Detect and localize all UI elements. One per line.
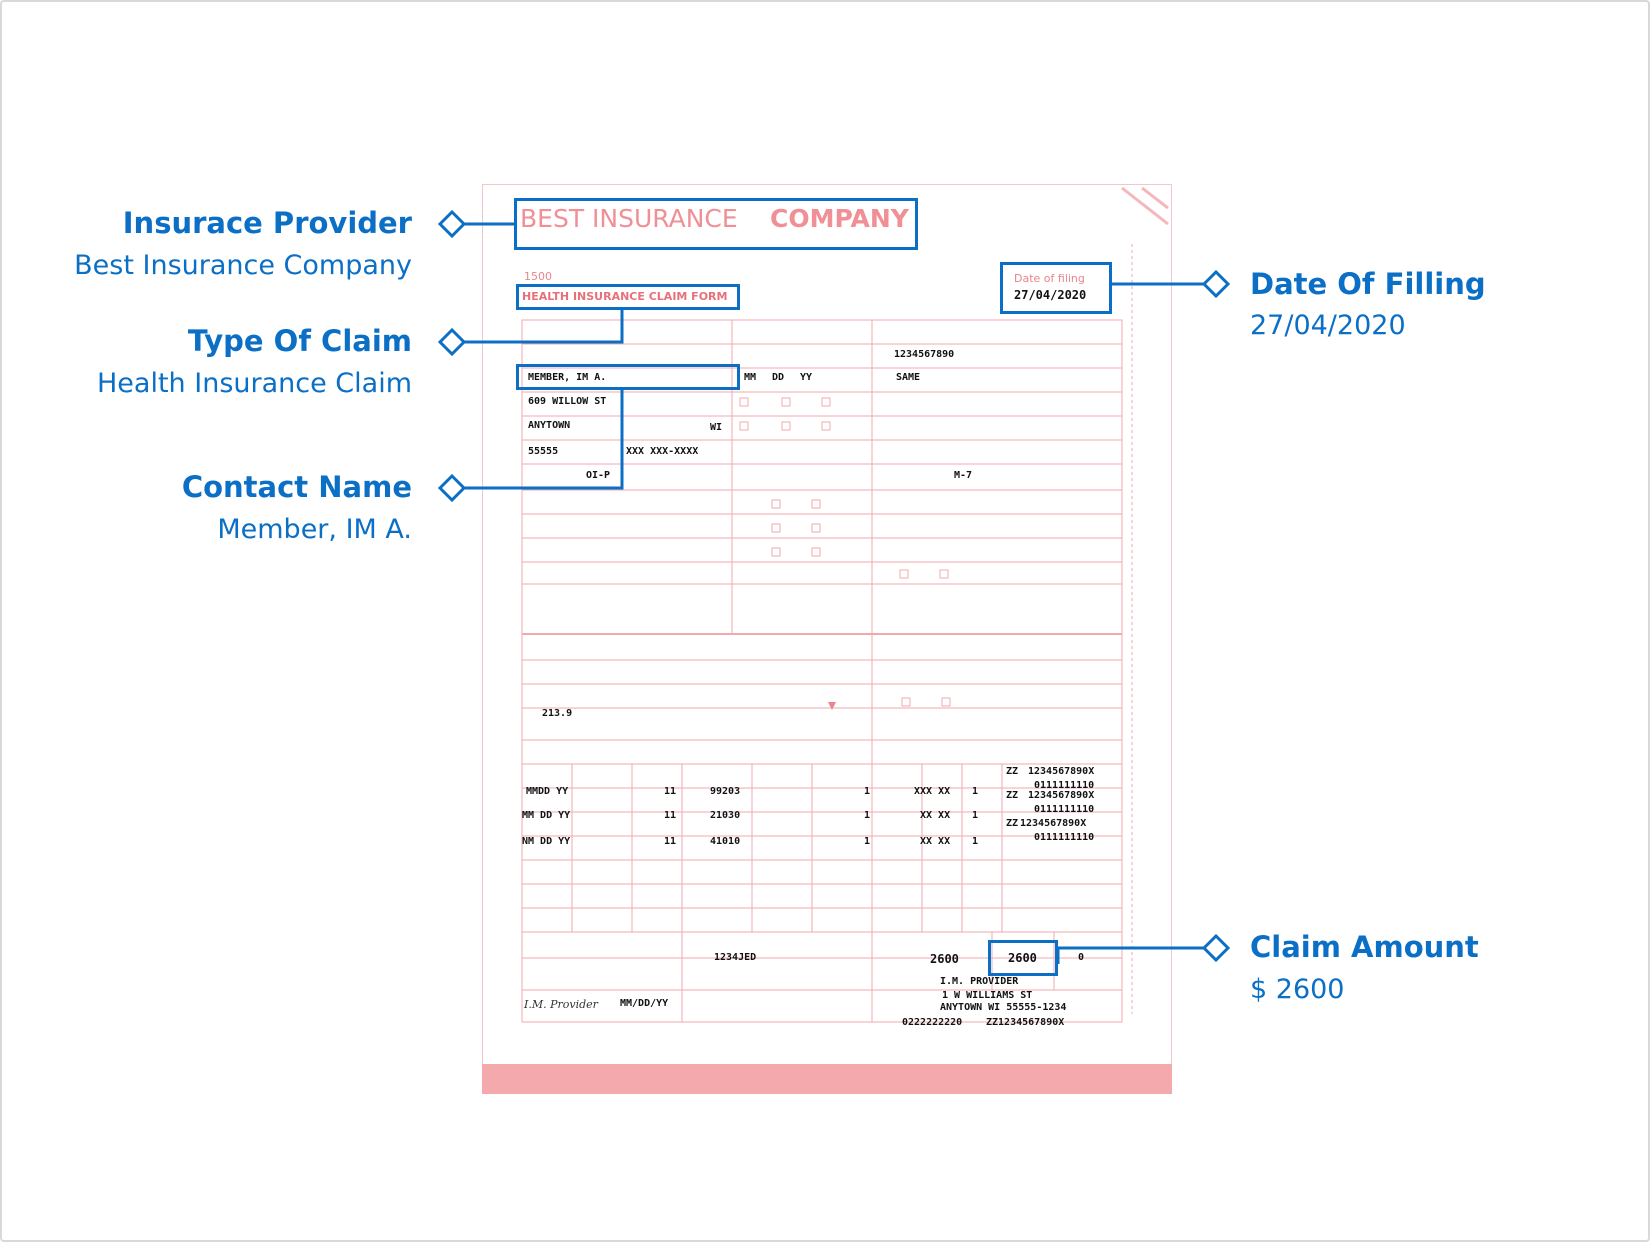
amount-paid: 2600 <box>1008 951 1037 965</box>
diagnosis-code: 213.9 <box>542 708 573 719</box>
service-qual: ZZ <box>1006 818 1019 829</box>
service-qty: 1 <box>972 810 979 821</box>
service-npi-a: 1234567890X <box>1028 766 1095 777</box>
total-charge: 2600 <box>930 952 959 966</box>
form-number: 1500 <box>524 270 552 283</box>
service-pos: 11 <box>664 810 677 821</box>
service-pos: 11 <box>664 836 677 847</box>
date-of-filling-label: Date Of Filling <box>1250 267 1486 301</box>
provider-signature: I.M. Provider <box>524 998 598 1011</box>
patient-state: WI <box>710 422 723 433</box>
company-name-bold: COMPANY <box>770 204 909 233</box>
service-qual: ZZ <box>1006 766 1019 777</box>
service-cpt: 99203 <box>710 786 741 797</box>
service-qual: ZZ <box>1006 790 1019 801</box>
patient-city: ANYTOWN <box>528 420 571 431</box>
company-name-light: BEST INSURANCE <box>520 204 738 233</box>
provider-city: ANYTOWN WI 55555-1234 <box>940 1002 1067 1013</box>
service-npi-a: 1234567890X <box>1028 790 1095 801</box>
claim-amount-label: Claim Amount <box>1250 930 1479 964</box>
service-npi-a: 1234567890X <box>1020 818 1087 829</box>
service-date: MMDD YY <box>526 786 569 797</box>
provider-street: 1 W WILLIAMS ST <box>942 990 1033 1001</box>
dob-month: MM <box>744 372 757 383</box>
policy-group: M-7 <box>954 470 973 481</box>
service-npi-b: 0111111110 <box>1034 832 1095 843</box>
service-qty: 1 <box>972 786 979 797</box>
dob-year: YY <box>800 372 813 383</box>
service-npi-b: 0111111110 <box>1034 804 1095 815</box>
other-insured: OI-P <box>586 470 611 481</box>
signature-date: MM/DD/YY <box>620 998 669 1009</box>
service-charge: XX XX <box>920 836 951 847</box>
balance-due: 0 <box>1078 952 1085 963</box>
provider-name: I.M. PROVIDER <box>940 976 1019 987</box>
claim-amount-value: $ 2600 <box>1250 974 1345 1005</box>
service-cpt: 41010 <box>710 836 741 847</box>
insurance-provider-label: Insurace Provider <box>122 206 412 240</box>
patient-account: 1234JED <box>714 952 757 963</box>
form-title: HEALTH INSURANCE CLAIM FORM <box>522 290 728 303</box>
dob-day: DD <box>772 372 785 383</box>
date-filing-caption: Date of filing <box>1014 272 1085 285</box>
service-date: NM DD YY <box>522 836 571 847</box>
insured-name: SAME <box>896 372 921 383</box>
patient-street: 609 WILLOW ST <box>528 396 607 407</box>
patient-phone: XXX XXX-XXXX <box>626 446 699 457</box>
contact-name-label: Contact Name <box>181 470 412 504</box>
service-pos: 11 <box>664 786 677 797</box>
service-units: 1 <box>864 786 871 797</box>
insured-id: 1234567890 <box>894 349 955 360</box>
service-qty: 1 <box>972 836 979 847</box>
patient-zip: 55555 <box>528 446 559 457</box>
service-cpt: 21030 <box>710 810 741 821</box>
type-of-claim-value: Health Insurance Claim <box>97 368 412 399</box>
date-of-filling-value: 27/04/2020 <box>1250 310 1406 341</box>
insurance-provider-value: Best Insurance Company <box>74 250 412 281</box>
service-units: 1 <box>864 810 871 821</box>
type-of-claim-label: Type Of Claim <box>187 324 412 358</box>
service-date: MM DD YY <box>522 810 571 821</box>
date-filing-value: 27/04/2020 <box>1014 288 1087 302</box>
billing-other-id: ZZ1234567890X <box>986 1017 1065 1028</box>
service-charge: XX XX <box>920 810 951 821</box>
service-units: 1 <box>864 836 871 847</box>
service-npi-b: 0111111110 <box>1034 780 1095 791</box>
patient-name: MEMBER, IM A. <box>528 372 607 383</box>
service-charge: XXX XX <box>914 786 951 797</box>
billing-npi: 0222222220 <box>902 1017 963 1028</box>
contact-name-value: Member, IM A. <box>217 514 412 545</box>
